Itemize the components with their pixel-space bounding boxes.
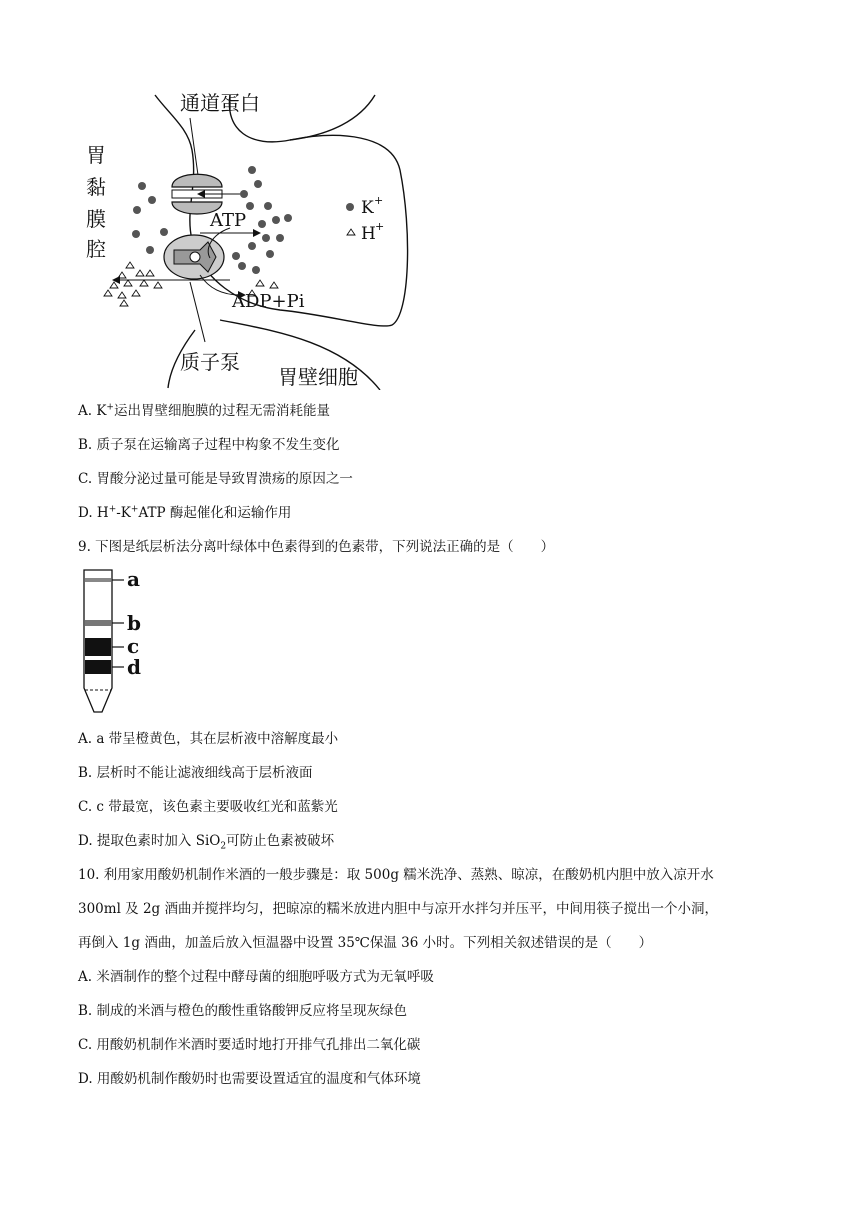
q8-option-b: B. 质子泵在运输离子过程中构象不发生变化 (78, 437, 340, 453)
parietal-cell-label: 胃壁细胞 (278, 365, 358, 389)
atp-label: ATP (210, 210, 247, 231)
svg-text:+: + (375, 220, 385, 233)
q10-option-a: A. 米酒制作的整个过程中酵母菌的细胞呼吸方式为无氧呼吸 (78, 969, 434, 985)
q10-stem-line2: 300ml 及 2g 酒曲并搅拌均匀，把晾凉的糯米放进内胆中与凉开水拌匀并压平，中间用筷子搅出一个小洞， (78, 901, 718, 917)
legend (346, 194, 384, 244)
q10-option-b: B. 制成的米酒与橙色的酸性重铬酸钾反应将呈现灰绿色 (78, 1003, 408, 1019)
svg-text:膜: 膜 (86, 207, 106, 231)
band-label-a: a (127, 567, 140, 591)
svg-text:胃: 胃 (86, 143, 106, 167)
band-label-b: b (127, 611, 141, 635)
band-d (85, 660, 111, 674)
chromatography-strip-diagram (78, 566, 158, 716)
q8-option-c: C. 胃酸分泌过量可能是导致胃溃疡的原因之一 (78, 471, 353, 487)
q9-stem: 9. 下图是纸层析法分离叶绿体中色素得到的色素带，下列说法正确的是（ ） (78, 539, 555, 555)
band-a (85, 578, 111, 582)
membrane-transport-diagram (80, 90, 420, 390)
band-c (85, 638, 111, 656)
svg-text:+: + (374, 194, 384, 207)
q9-option-d: D. 提取色素时加入 SiO$_2$可防止色素被破坏 (78, 833, 335, 852)
proton-pump-label: 质子泵 (180, 350, 240, 374)
q10-stem-line1: 10. 利用家用酸奶机制作米酒的一般步骤是：取 500g 糯米洗净、蒸熟、晾凉，在酸奶机内胆中放入凉开水 (78, 867, 714, 883)
proton-pump-icon (164, 235, 224, 279)
q8-option-a: A. K+运出胃壁细胞膜的过程无需消耗能量 (78, 402, 330, 419)
svg-text:腔: 腔 (86, 237, 106, 261)
membrane-curve-top (290, 95, 375, 140)
q8-option-d: D. H+-K+ATP 酶起催化和运输作用 (78, 504, 292, 521)
q10-option-c: C. 用酸奶机制作米酒时要适时地打开排气孔排出二氧化碳 (78, 1037, 421, 1053)
q9-option-c: C. c 带最宽，该色素主要吸收红光和蓝紫光 (78, 799, 338, 815)
svg-text:黏: 黏 (86, 175, 106, 199)
band-label-d: d (127, 655, 141, 679)
band-label-c: c (127, 634, 140, 658)
svg-text:K: K (361, 198, 374, 218)
q10-option-d: D. 用酸奶机制作酸奶时也需要设置适宜的温度和气体环境 (78, 1071, 421, 1087)
q9-option-a: A. a 带呈橙黄色，其在层析液中溶解度最小 (78, 731, 339, 747)
adp-pi-label: ADP+Pi (232, 291, 305, 312)
q10-stem-line3: 再倒入 1g 酒曲，加盖后放入恒温器中设置 35℃保温 36 小时。下列相关叙述错误的是（ ） (78, 935, 653, 951)
channel-protein-label: 通道蛋白 (180, 91, 260, 115)
gastric-lumen-label (86, 143, 106, 261)
band-b (85, 620, 111, 626)
svg-text:H: H (361, 224, 376, 244)
q9-option-b: B. 层析时不能让滤液细线高于层析液面 (78, 765, 313, 781)
